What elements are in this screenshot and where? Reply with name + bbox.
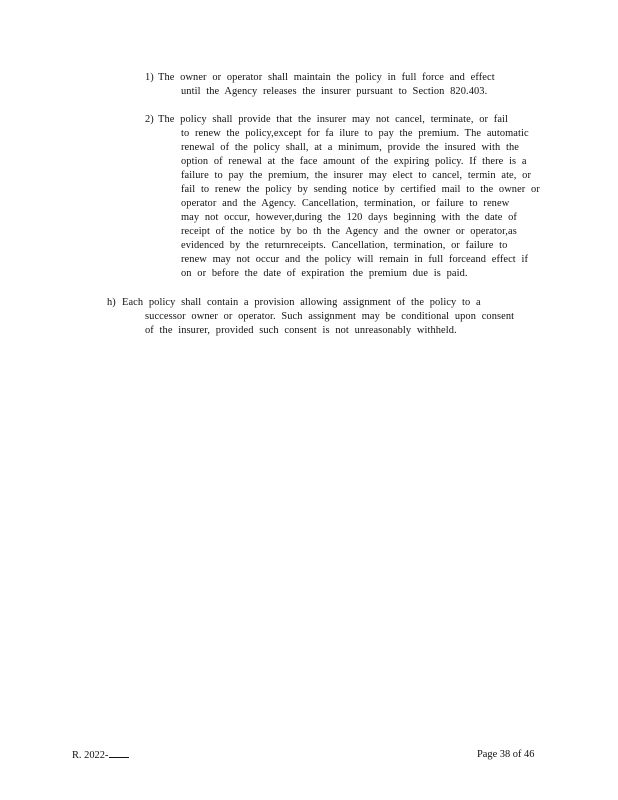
item-1-marker: 1)	[145, 72, 154, 83]
item-2-line-3: renewal of the policy shall, at a minimum, provide the insured with the	[181, 142, 520, 153]
item-2-line-4: option of renewal at the face amount of the expiring policy. If there is a	[181, 156, 527, 167]
item-2-line-10: evidenced by the returnreceipts. Cancellation, termination, or failure to	[181, 240, 508, 251]
footer-document-number-text: R. 2022-	[72, 750, 109, 761]
item-2-marker: 2)	[145, 114, 154, 125]
footer-number-blank	[109, 748, 129, 758]
item-2-line-9: receipt of the notice by bo th the Agency and the owner or operator,as	[181, 226, 517, 237]
item-1-line-1: The owner or operator shall maintain the policy in full force and effect	[158, 72, 495, 83]
item-2-line-1: The policy shall provide that the insurer may not cancel, terminate, or fail	[158, 114, 509, 125]
item-h-line-3: of the insurer, provided such consent is not unreasonably withheld.	[145, 325, 457, 336]
footer-document-number	[72, 748, 129, 763]
item-2-line-12: on or before the date of expiration the premium due is paid.	[181, 268, 468, 279]
item-h-marker: h)	[107, 297, 116, 308]
item-h-line-2: successor owner or operator. Such assignment may be conditional upon consent	[145, 311, 515, 322]
item-h-line-1: Each policy shall contain a provision allowing assignment of the policy to a	[122, 297, 481, 308]
item-2-line-8: may not occur, however,during the 120 days beginning with the date of	[181, 212, 517, 223]
item-2-line-5: failure to pay the premium, the insurer may elect to cancel, termin ate, or	[181, 170, 532, 181]
item-2-line-11: renew may not occur and the policy will remain in full forceand effect if	[181, 254, 529, 265]
item-2-line-7: operator and the Agency. Cancellation, termination, or failure to renew	[181, 198, 510, 209]
item-2-line-6: fail to renew the policy by sending notice by certified mail to the owner or	[181, 184, 540, 195]
footer-page-number: Page 38 of 46	[477, 749, 535, 760]
item-1-line-2: until the Agency releases the insurer pursuant to Section 820.403.	[181, 86, 488, 97]
item-2-line-2: to renew the policy,except for fa ilure to pay the premium. The automatic	[181, 128, 529, 139]
